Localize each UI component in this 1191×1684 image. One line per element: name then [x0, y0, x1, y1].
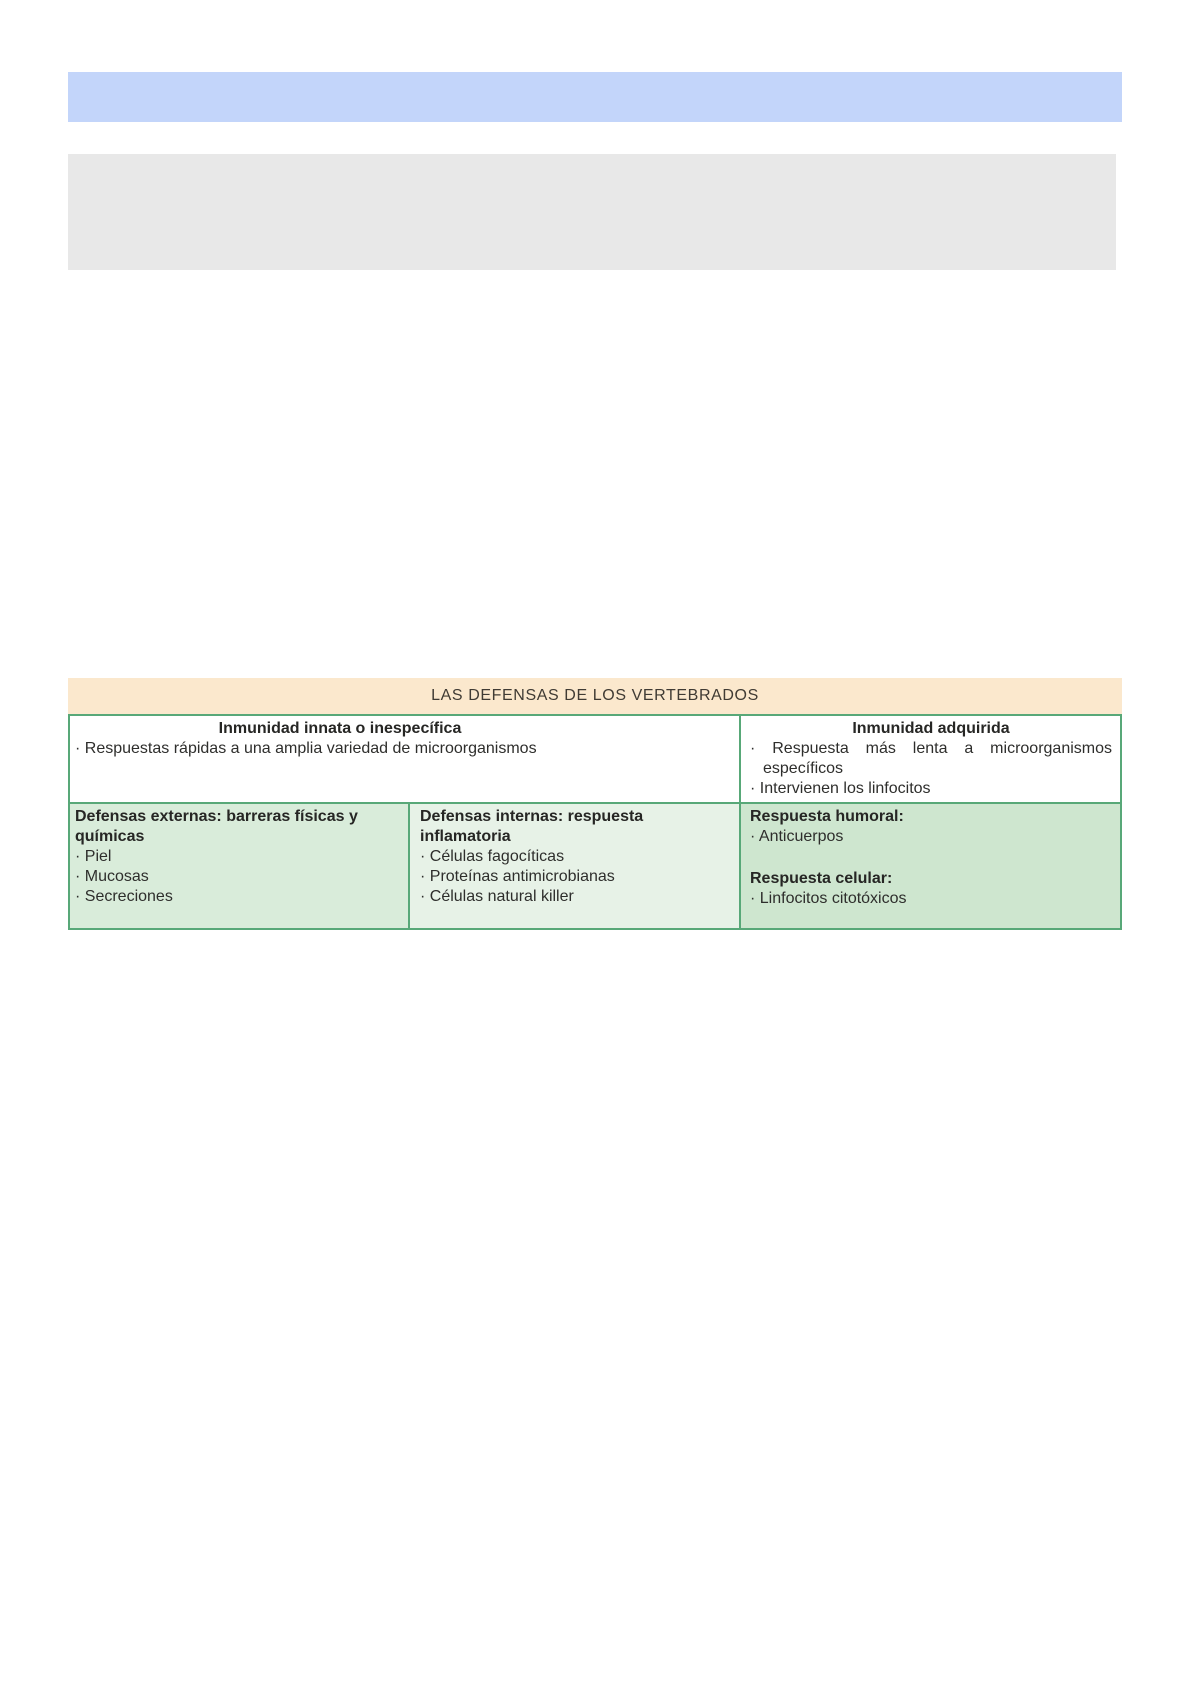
- cell-internal-defenses: [408, 802, 739, 928]
- cellular-header: Respuesta celular:: [750, 870, 893, 887]
- acquired-item: · Intervienen los linfocitos: [750, 780, 931, 797]
- cell-acquired-immunity: [739, 716, 1120, 802]
- external-item: · Secreciones: [75, 888, 173, 905]
- blank-line: [750, 847, 1114, 869]
- table-grid: [68, 714, 1122, 930]
- header-gray-panel: [68, 154, 1116, 270]
- acquired-item: · Respuesta más lenta a microorganismos específicos: [750, 740, 1112, 777]
- internal-header: Defensas internas: respuesta inflamatoria: [420, 808, 644, 845]
- table-title: LAS DEFENSAS DE LOS VERTEBRADOS: [68, 678, 1122, 714]
- external-item: · Mucosas: [75, 868, 149, 885]
- top-blue-banner: [68, 72, 1122, 122]
- defenses-table: [68, 678, 1122, 930]
- internal-item: · Células fagocíticas: [420, 848, 565, 865]
- internal-item: · Células natural killer: [420, 888, 574, 905]
- cell-external-defenses: [70, 802, 408, 928]
- humoral-item: · Anticuerpos: [750, 828, 844, 845]
- humoral-header: Respuesta humoral:: [750, 808, 904, 825]
- external-item: · Piel: [75, 848, 112, 865]
- innate-header: Inmunidad innata o inespecífica: [218, 720, 462, 737]
- innate-item: · Respuestas rápidas a una amplia variedad de microorganismos: [75, 740, 537, 757]
- acquired-header: Inmunidad adquirida: [852, 720, 1010, 737]
- cellular-item: · Linfocitos citotóxicos: [750, 890, 907, 907]
- external-header: Defensas externas: barreras físicas y químicas: [75, 808, 358, 845]
- cell-immune-responses: [739, 802, 1120, 928]
- cell-innate-immunity: [70, 716, 739, 802]
- internal-item: · Proteínas antimicrobianas: [420, 868, 615, 885]
